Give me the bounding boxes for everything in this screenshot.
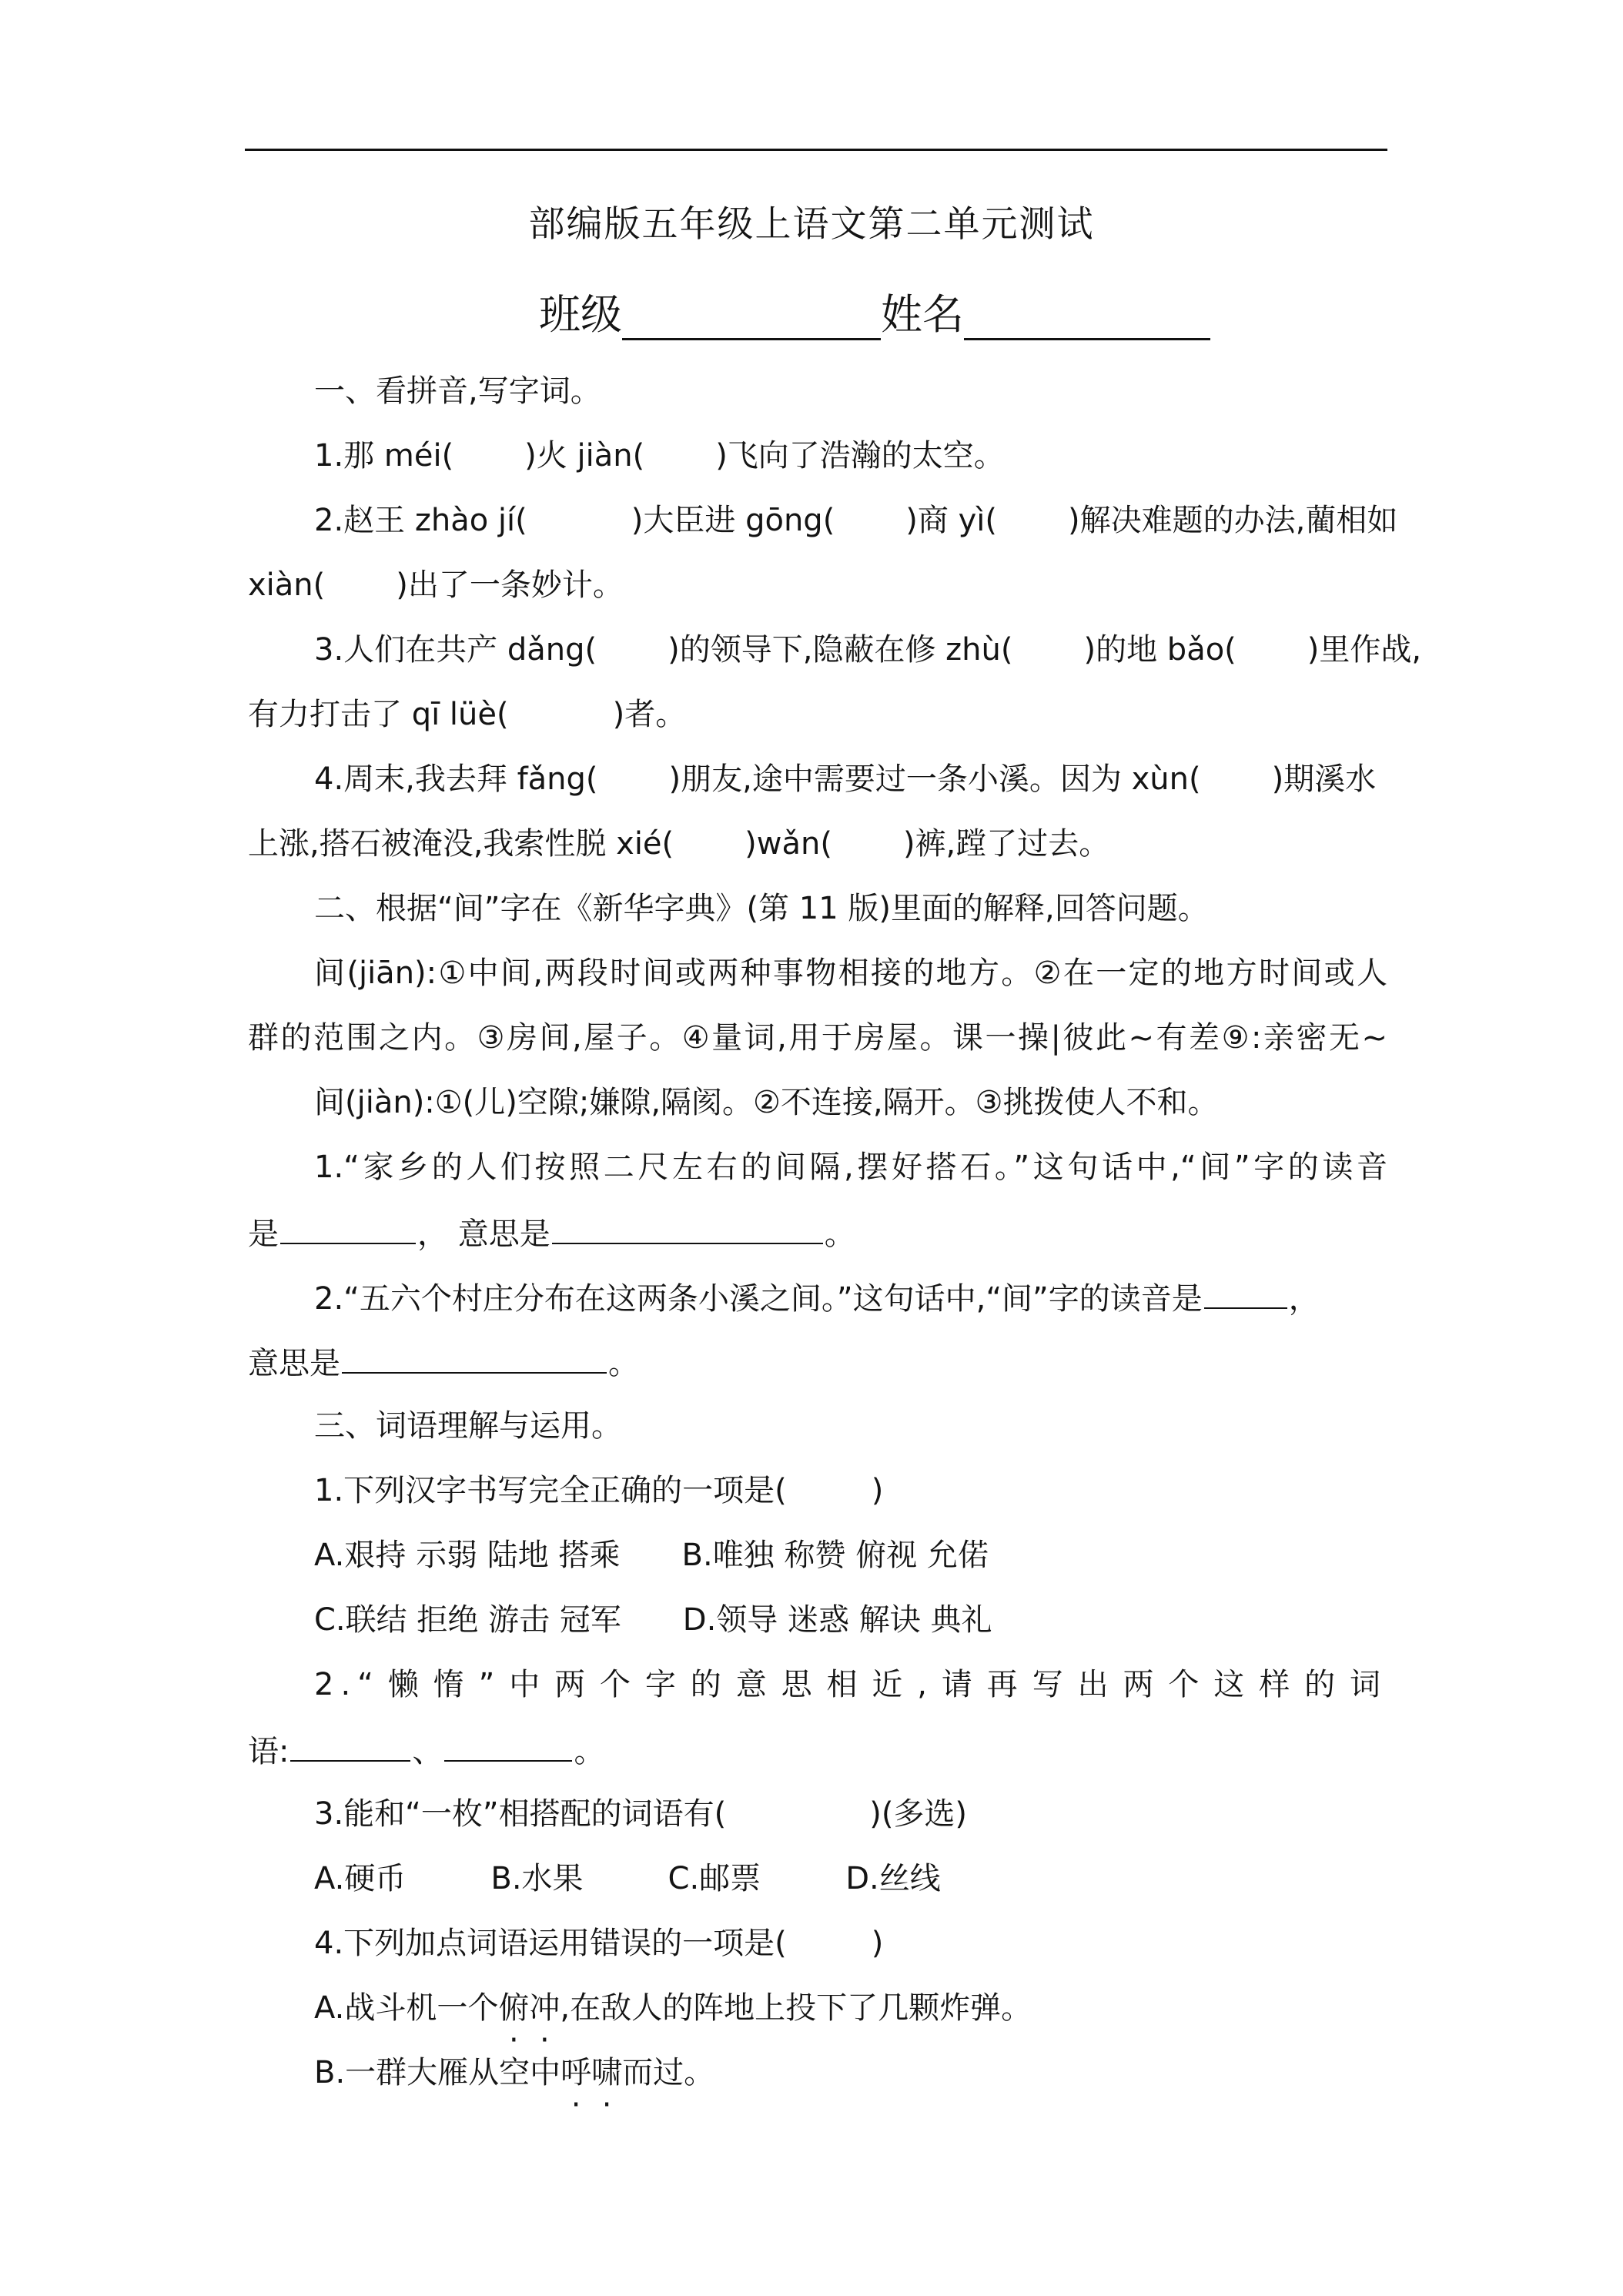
definition-jian4: 间(jiàn):①(儿)空隙;嫌隙,隔阂。②不连接,隔开。③挑拨使人不和。: [314, 1085, 1219, 1120]
s1-question-3-cont: 有力打击了 qī lüè( )者。: [248, 697, 687, 732]
section-1-heading: 一、看拼音,写字词。: [314, 373, 601, 409]
name-label: 姓名: [881, 290, 964, 339]
pronunciation-blank-1[interactable]: [280, 1209, 416, 1244]
section-3-heading: 三、词语理解与运用。: [314, 1408, 622, 1444]
s1-question-1: 1.那 méi( )火 jiàn( )飞向了浩瀚的太空。: [314, 438, 1005, 474]
option-a[interactable]: A.艰持 示弱 陆地 搭乘: [314, 1538, 621, 1573]
word-blank-1[interactable]: [290, 1726, 410, 1762]
dotted-char: 俯: [498, 1990, 530, 2026]
s3-question-2-cont: 语: 、 。: [248, 1726, 1387, 1775]
s1-question-2: 2.赵王 zhào jí( )大臣进 gōng( )商 yì( )解决难题的办法,藺相如: [314, 503, 1398, 538]
dotted-char: 呼: [561, 2055, 592, 2090]
option-a[interactable]: A.硬币: [314, 1861, 407, 1896]
option-c[interactable]: C.联结 拒绝 游击 冠军: [314, 1602, 621, 1638]
s2-question-2: 2.“五六个村庄分布在这两条小溪之间。”这句话中,“间”字的读音是 ，: [314, 1274, 1387, 1322]
option-b[interactable]: B.水果: [490, 1861, 584, 1896]
pronunciation-blank-2[interactable]: [1204, 1274, 1287, 1309]
s2-question-1: 1.“家乡的人们按照二尺左右的间隔,摆好搭石。”这句话中,“间”字的读音: [314, 1150, 1387, 1185]
section-2-heading: 二、根据“间”字在《新华字典》(第 11 版)里面的解释,回答问题。: [314, 891, 1209, 926]
s1-question-2-cont: xiàn( )出了一条妙计。: [248, 567, 624, 603]
option-c[interactable]: C.邮票: [668, 1861, 761, 1896]
option-b[interactable]: B.唯独 称赞 俯视 允偌: [681, 1538, 989, 1573]
s1-question-3: 3.人们在共产 dǎng( )的领导下,隐蔽在修 zhù( )的地 bǎo( )里作战,: [314, 632, 1422, 668]
meaning-blank-1[interactable]: [552, 1209, 823, 1244]
top-rule: [245, 149, 1387, 151]
s3-question-3-options: [314, 1856, 1387, 1902]
s1-question-4-cont: 上涨,搭石被淹没,我索性脱 xié( )wǎn( )裤,蹚了过去。: [248, 826, 1110, 862]
dotted-char: 冲: [529, 1990, 561, 2026]
s1-question-4: 4.周末,我去拜 fǎng( )朋友,途中需要过一条小溪。因为 xùn( )期溪水: [314, 761, 1377, 797]
class-name-line: [539, 290, 1210, 340]
meaning-blank-2[interactable]: [342, 1338, 607, 1374]
s3-question-1-options-ab: [314, 1532, 1387, 1578]
option-d[interactable]: D.领导 迷惑 解诀 典礼: [682, 1602, 992, 1638]
class-blank[interactable]: [622, 293, 881, 340]
s3-question-4: 4.下列加点词语运用错误的一项是( ): [314, 1926, 884, 1961]
s2-question-2-cont: 意思是 。: [248, 1338, 1387, 1387]
s3-question-1: 1.下列汉字书写完全正确的一项是( ): [314, 1473, 884, 1508]
s3-question-1-options-cd: [314, 1597, 1387, 1643]
definition-jian1-cont: 群的范围之内。③房间,屋子。④量词,用于房屋。课一操|彼此~有差⑨:亲密无~: [248, 1020, 1387, 1056]
s3-question-4-option-a[interactable]: A.战斗机一个俯冲,在敌人的阵地上投下了几颗炸弹。: [314, 1985, 1387, 2031]
page-title: 部编版五年级上语文第二单元测试: [528, 203, 1095, 246]
class-label: 班级: [539, 290, 622, 339]
option-d[interactable]: D.丝线: [845, 1861, 941, 1896]
s3-question-4-option-b[interactable]: B.一群大雁从空中呼啸而过。: [314, 2050, 1387, 2096]
s2-question-1-cont: 是 ， 意思是 。: [248, 1209, 1387, 1257]
s3-question-3: 3.能和“一枚”相搭配的词语有( )(多选): [314, 1796, 968, 1832]
s3-question-2: 2.“懒惰”中两个字的意思相近,请再写出两个这样的词: [314, 1667, 1387, 1702]
name-blank[interactable]: [964, 293, 1210, 340]
dotted-char: 啸: [591, 2055, 623, 2090]
definition-jian1: 间(jiān):①中间,两段时间或两种事物相接的地方。②在一定的地方时间或人: [314, 956, 1387, 991]
word-blank-2[interactable]: [444, 1726, 572, 1762]
